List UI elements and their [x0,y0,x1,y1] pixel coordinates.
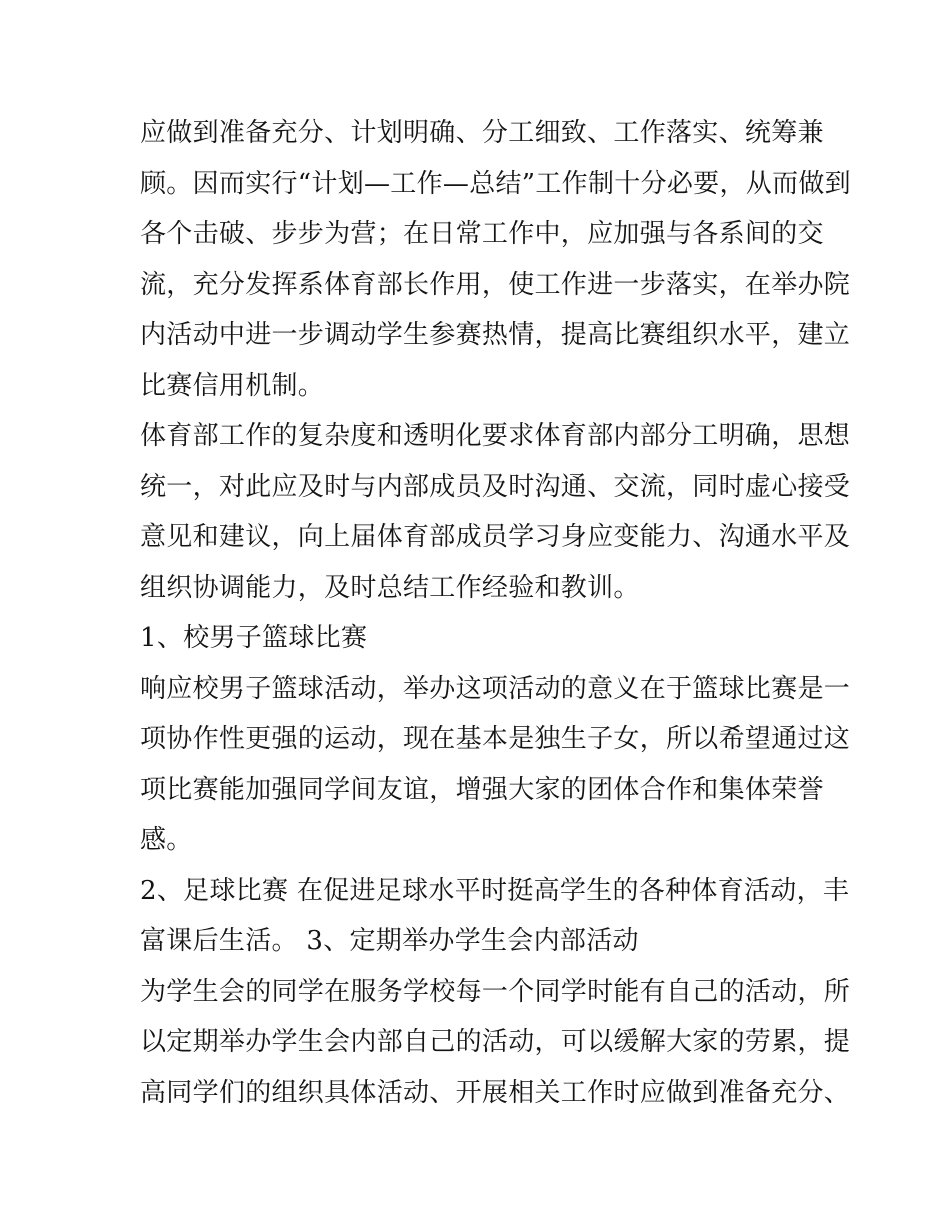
text-line: 内活动中进一步调动学生参赛热情，提高比赛组织水平，建立 [140,320,851,350]
text-line: 响应校男子篮球活动，举办这项活动的意义在于篮球比赛是一 [140,673,851,704]
text-line: 各个击破、步步为营；在日常工作中，应加强与各系间的交 [140,219,824,249]
text-line: 高同学们的组织具体活动、开展相关工作时应做到准备充分、 [140,1077,851,1108]
text-line: 项协作性更强的运动，现在基本是独生子女，所以希望通过这 [140,724,851,754]
text-line: 意见和建议，向上届体育部成员学习身应变能力、沟通水平及 [140,522,851,552]
text-line: 富课后生活。 3、定期举办学生会内部活动 [140,926,639,956]
text-line: 流，充分发挥系体育部长作用，使工作进一步落实，在举办院 [140,269,851,300]
text-line: 顾。因而实行“计划—工作—总结”工作制十分必要，从而做到 [140,168,851,199]
text-line: 组织协调能力，及时总结工作经验和教训。 [140,572,640,603]
text-line: 以定期举办学生会内部自己的活动，可以缓解大家的劳累，提 [140,1027,851,1057]
text-line: 为学生会的同学在服务学校每一个同学时能有自己的活动，所 [140,976,851,1007]
text-line: 项比赛能加强同学间友谊，增强大家的团体合作和集体荣誉 [140,774,824,805]
section-heading: 2、足球比赛 在促进足球水平时挺高学生的各种体育活动，丰 [140,875,850,906]
text-line: 统一，对此应及时与内部成员及时沟通、交流，同时虚心接受 [140,471,851,502]
document-body [140,108,851,1118]
section-heading: 1、校男子篮球比赛 [140,623,368,653]
text-line: 感。 [140,825,193,855]
text-line: 体育部工作的复杂度和透明化要求体育部内部分工明确，思想 [140,421,851,451]
text-line: 比赛信用机制。 [140,370,325,401]
text-line: 应做到准备充分、计划明确、分工细致、工作落实、统筹兼 [140,118,824,148]
